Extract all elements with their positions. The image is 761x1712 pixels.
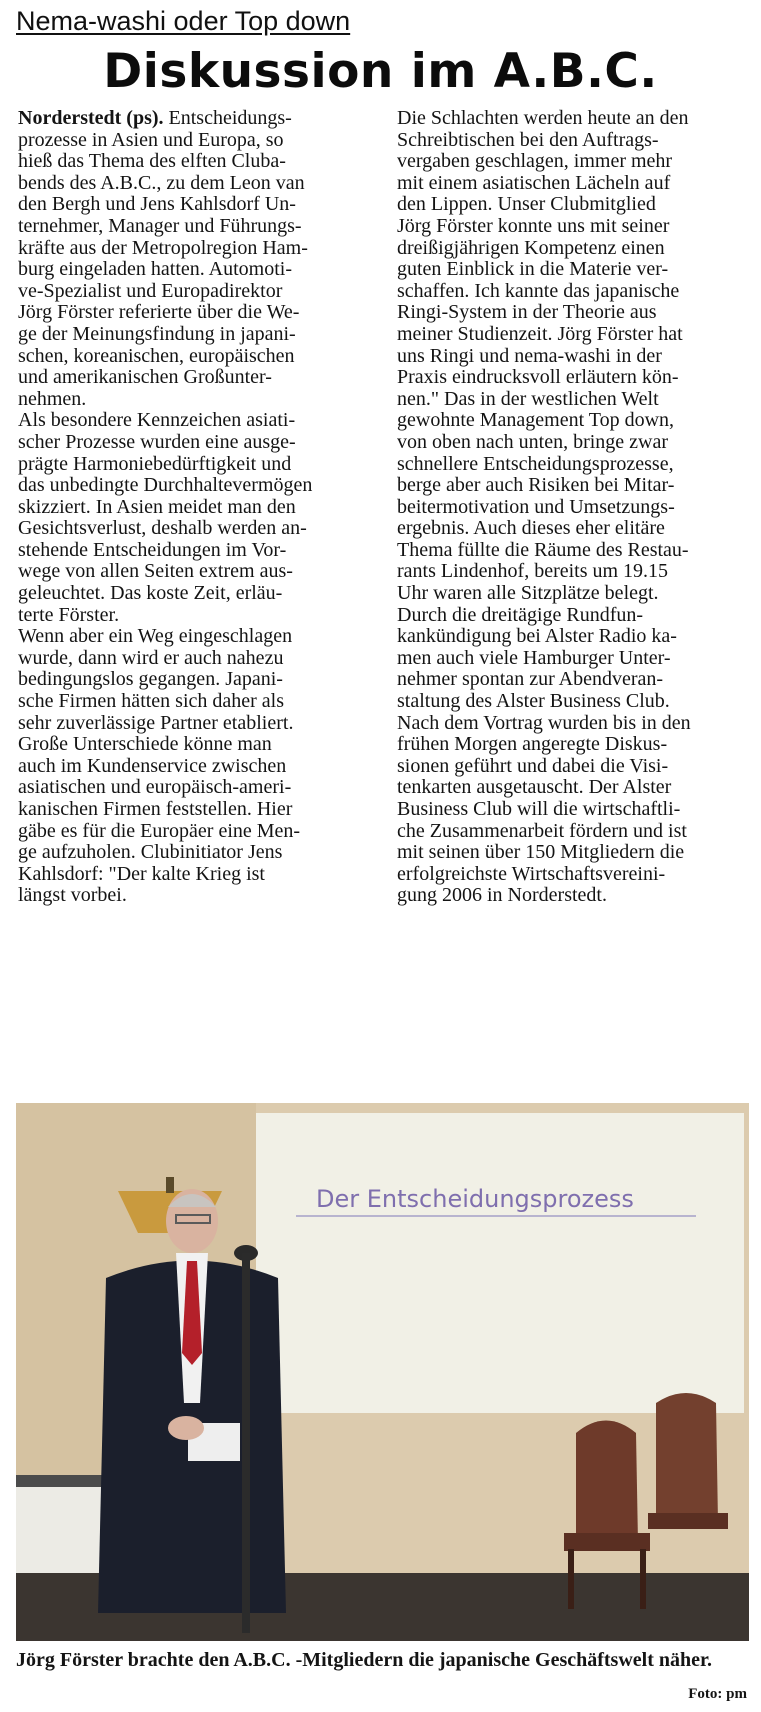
article-headline: Diskussion im A.B.C. [103, 44, 658, 99]
text-line: hieß das Thema des elften Cluba- [18, 150, 286, 173]
text-line: ternehmer, Manager und Führungs- [18, 214, 302, 237]
text-line: Schreibtischen bei den Auftrags- [397, 128, 659, 151]
text-line: gung 2006 in Norderstedt. [397, 884, 607, 907]
text-line: nehmer spontan zur Abendveran- [397, 668, 664, 691]
text-line: che Zusammenarbeit fördern und ist [397, 819, 687, 842]
text-line: terte Förster. [18, 603, 120, 626]
text-line: Nach dem Vortrag wurden bis in den [397, 711, 691, 734]
article-photo [16, 1103, 749, 1641]
text-line: stehende Entscheidungen im Vor- [18, 538, 287, 561]
text-line: gewohnte Management Top down, [397, 409, 675, 432]
projection-screen [256, 1113, 744, 1413]
text-line: Gesichtsverlust, deshalb werden an- [18, 517, 307, 540]
text-line: sche Firmen hätten sich daher als [18, 690, 285, 713]
article-kicker: Nema-washi oder Top down [16, 6, 351, 36]
slide-title: Der Entscheidungsprozess [316, 1185, 634, 1213]
text-line: nehmen. [18, 387, 87, 410]
text-line: ergebnis. Auch dieses eher elitäre [397, 517, 665, 540]
text-line: Norderstedt (ps). Entscheidungs- [18, 107, 292, 129]
text-line: kanischen Firmen feststellen. Hier [18, 798, 293, 820]
text-line: bends des A.B.C., zu dem Leon van [18, 171, 305, 194]
text-line: beitermotivation und Umsetzungs- [397, 495, 675, 518]
text-line: gäbe es für die Europäer eine Men- [18, 819, 301, 842]
text-line: wurde, dann wird er auch nahezu [18, 646, 284, 669]
text-line: men auch viele Hamburger Unter- [397, 646, 671, 669]
text-line: meiner Studienzeit. Jörg Förster hat [397, 322, 683, 345]
text-line: von oben nach unten, bringe zwar [397, 430, 669, 453]
text-line: Wenn aber ein Weg eingeschlagen [18, 625, 293, 648]
text-line: guten Einblick in die Materie ver- [397, 258, 669, 281]
text-line: Große Unterschiede könne man [18, 733, 272, 756]
text-line: wege von allen Seiten extrem aus- [18, 560, 293, 583]
text-line: Business Club will die wirtschaftli- [397, 798, 681, 820]
text-line: Jörg Förster konnte uns mit seiner [397, 214, 670, 237]
text-line: uns Ringi und nema-washi in der [397, 344, 662, 367]
photo-caption: Jörg Förster brachte den A.B.C. -Mitgliedern die japanische Geschäftswelt näher. [16, 1649, 713, 1671]
text-line: asiatischen und europäisch-ameri- [18, 776, 292, 799]
photo-credit: Foto: pm [688, 1686, 747, 1702]
text-line: schaffen. Ich kannte das japanische [397, 279, 680, 302]
text-line: sionen geführt und dabei die Visi- [397, 754, 669, 777]
text-line: sehr zuverlässige Partner etabliert. [18, 711, 294, 734]
text-line: mit seinen über 150 Mitgliedern die [397, 841, 685, 864]
text-line: Kahlsdorf: "Der kalte Krieg ist [18, 862, 265, 885]
text-line: den Lippen. Unser Clubmitglied [397, 193, 656, 216]
text-line: tenkarten ausgetauscht. Der Alster [397, 776, 672, 799]
text-line: mit einem asiatischen Lächeln auf [397, 171, 671, 194]
article-column-left [18, 108, 374, 907]
text-line: Die Schlachten werden heute an den [397, 107, 689, 129]
text-line: berge aber auch Risiken bei Mitar- [397, 474, 675, 497]
text-line: skizziert. In Asien meidet man den [18, 495, 296, 518]
text-line: Ringi-System in der Theorie aus [397, 301, 657, 324]
text-line: längst vorbei. [18, 884, 127, 907]
text-line: schen, koreanischen, europäischen [18, 344, 295, 367]
text-line: ge der Meinungsfindung in japani- [18, 322, 296, 345]
text-line: Uhr waren alle Sitzplätze belegt. [397, 582, 659, 605]
text-line: Jörg Förster referierte über die We- [18, 301, 300, 324]
text-line: geleuchtet. Das koste Zeit, erläu- [18, 582, 283, 605]
text-line: schnellere Entscheidungsprozesse, [397, 452, 674, 475]
text-line: ge aufzuholen. Clubinitiator Jens [18, 841, 283, 864]
text-line: nen." Das in der westlichen Welt [397, 387, 659, 410]
text-line: erfolgreichste Wirtschaftsvereini- [397, 862, 666, 885]
text-line: Praxis eindrucksvoll erläutern kön- [397, 366, 679, 389]
dateline: Norderstedt (ps). [18, 107, 164, 129]
article-column-right [397, 108, 748, 907]
text-line: vergaben geschlagen, immer mehr [397, 150, 673, 173]
text-line: Thema füllte die Räume des Restau- [397, 538, 689, 561]
text-line: kräfte aus der Metropolregion Ham- [18, 236, 308, 259]
text-line: bedingungslos gegangen. Japani- [18, 668, 283, 691]
text-line: ve-Spezialist und Europadirektor [18, 279, 283, 302]
text-line: den Bergh und Jens Kahlsdorf Un- [18, 193, 296, 216]
text-line: scher Prozesse wurden eine ausge- [18, 430, 296, 453]
text-line: prägte Harmoniebedürftigkeit und [18, 452, 292, 475]
text-line: prozesse in Asien und Europa, so [18, 128, 284, 151]
text-line: Durch die dreitägige Rundfun- [397, 603, 644, 626]
text-line: staltung des Alster Business Club. [397, 690, 670, 713]
text-line: kankündigung bei Alster Radio ka- [397, 625, 677, 648]
photo-illustration [16, 1103, 749, 1641]
text-line: und amerikanischen Großunter- [18, 366, 272, 389]
text-line: burg eingeladen hatten. Automoti- [18, 258, 293, 281]
text-line: auch im Kundenservice zwischen [18, 754, 287, 777]
text-line: frühen Morgen angeregte Diskus- [397, 733, 668, 756]
text-line: Als besondere Kennzeichen asiati- [18, 409, 296, 432]
text-line: dreißigjährigen Kompetenz einen [397, 236, 665, 259]
text-line: rants Lindenhof, bereits um 19.15 [397, 560, 669, 583]
text-line: das unbedingte Durchhaltevermögen [18, 474, 313, 497]
